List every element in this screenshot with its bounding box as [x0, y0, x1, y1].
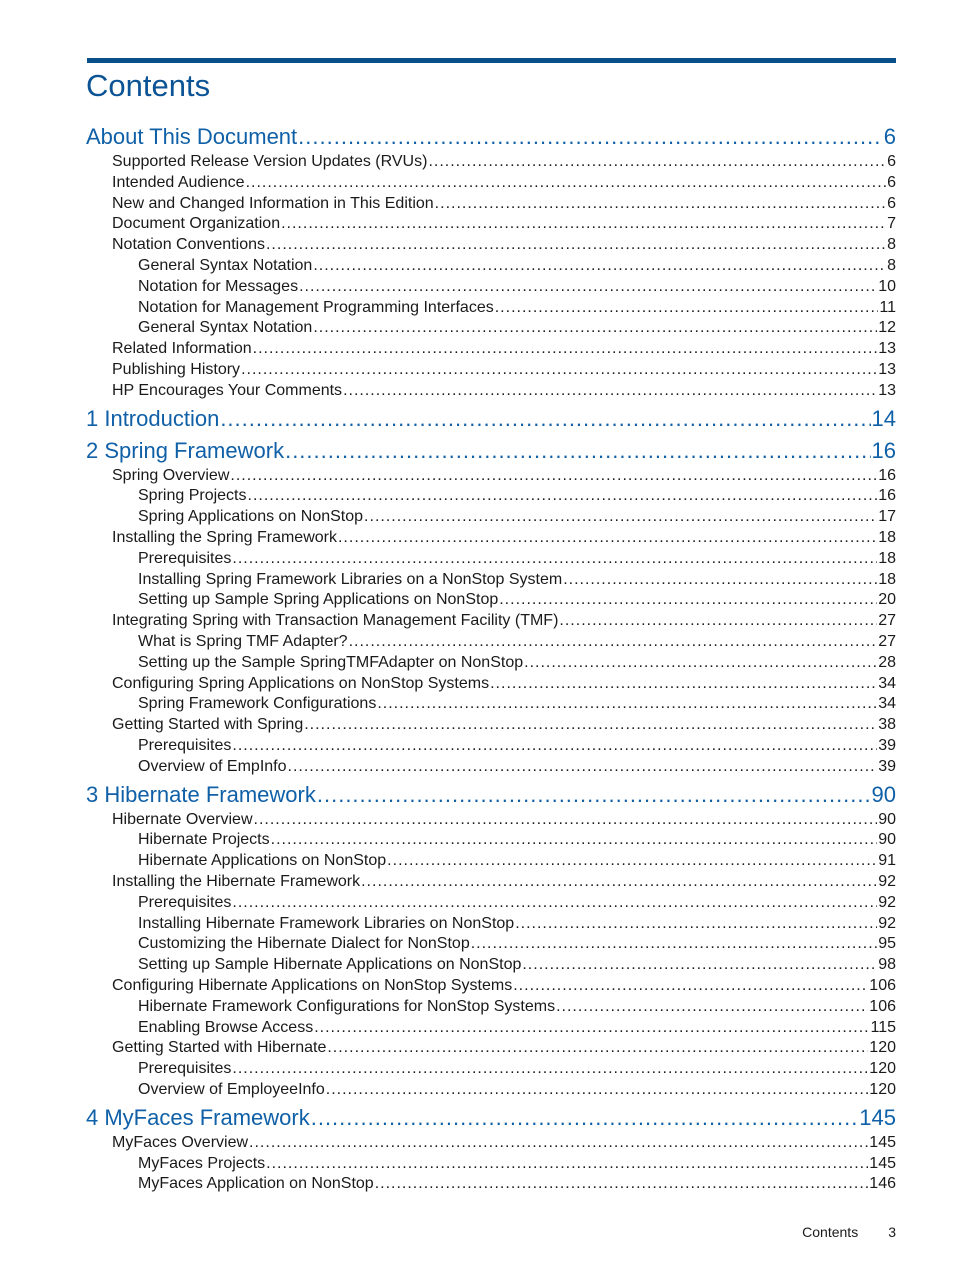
toc-entry-page: 106: [869, 977, 896, 994]
dot-leader: [266, 1154, 868, 1174]
dot-leader: [499, 590, 877, 610]
toc-entry-page: 39: [878, 737, 896, 754]
toc-entry-label: Notation Conventions: [112, 236, 265, 254]
toc-entry-label: Spring Projects: [138, 487, 247, 505]
dot-leader: [254, 810, 878, 830]
toc-entry-page: 28: [878, 653, 896, 671]
toc-entry[interactable]: [112, 715, 896, 735]
toc-entry-label: Setting up the Sample SpringTMFAdapter on NonStop: [138, 653, 524, 671]
dot-leader: [220, 406, 870, 432]
dot-leader: [288, 757, 878, 777]
toc-entry[interactable]: [138, 955, 896, 975]
toc-entry[interactable]: [138, 830, 896, 850]
toc-entry-label: 1 Introduction: [86, 405, 220, 431]
dot-leader: [471, 934, 877, 954]
dot-leader: [490, 674, 877, 694]
dot-leader: [313, 318, 877, 338]
toc-entry-page: 16: [878, 466, 896, 484]
toc-entry[interactable]: [138, 298, 896, 318]
toc-entry-page: 90: [878, 831, 896, 849]
toc-entry-page: 17: [878, 508, 896, 526]
toc-entry-label: Notation for Management Programming Interfaces: [138, 298, 494, 316]
toc-entry[interactable]: [138, 590, 896, 610]
dot-leader: [271, 830, 878, 850]
toc-chapter-entry[interactable]: [86, 438, 896, 464]
toc-chapter-entry[interactable]: [86, 1105, 896, 1131]
toc-entry-page: 8: [887, 236, 896, 254]
toc-entry[interactable]: [138, 1080, 896, 1100]
toc-entry-page: 6: [887, 173, 896, 191]
toc-entry-page: 38: [878, 716, 896, 734]
dot-leader: [241, 360, 877, 380]
toc-entry[interactable]: [138, 914, 896, 934]
toc-entry-label: Installing the Spring Framework: [112, 529, 337, 546]
dot-leader: [232, 1059, 868, 1079]
toc-entry[interactable]: [138, 851, 896, 871]
dot-leader: [299, 277, 877, 297]
dot-leader: [253, 339, 878, 359]
toc-entry-page: 34: [878, 674, 896, 692]
toc-entry-page: 95: [878, 935, 896, 953]
toc-entry-page: 27: [878, 633, 896, 650]
toc-entry-label: 2 Spring Framework: [86, 437, 285, 463]
toc-entry[interactable]: [112, 381, 896, 401]
toc-entry[interactable]: [112, 339, 896, 359]
dot-leader: [232, 893, 877, 913]
toc-entry-label: Hibernate Applications on NonStop: [138, 852, 387, 870]
toc-entry-label: Prerequisites: [138, 549, 232, 567]
toc-entry-page: 34: [878, 695, 896, 713]
toc-chapter-entry[interactable]: [86, 782, 896, 808]
dot-leader: [266, 235, 886, 255]
toc-entry-label: About This Document: [86, 124, 298, 149]
dot-leader: [387, 851, 877, 871]
dot-leader: [326, 1080, 869, 1100]
dot-leader: [285, 438, 870, 464]
toc-entry-page: 90: [871, 781, 896, 807]
toc-entry-page: 13: [878, 381, 896, 399]
dot-leader: [522, 955, 877, 975]
toc-entry-page: 90: [878, 810, 896, 828]
toc-entry-label: Spring Framework Configurations: [138, 695, 377, 713]
toc-entry-page: 115: [870, 1018, 896, 1036]
toc-entry[interactable]: [138, 507, 896, 527]
toc-entry[interactable]: [112, 528, 896, 548]
toc-entry[interactable]: [138, 757, 896, 777]
toc-entry-label: MyFaces Projects: [138, 1154, 266, 1172]
toc-entry-label: 4 MyFaces Framework: [86, 1104, 310, 1130]
dot-leader: [246, 173, 887, 193]
toc-entry-label: Spring Applications on NonStop: [138, 508, 364, 526]
toc-entry-page: 91: [878, 852, 896, 870]
toc-entry-label: Installing the Hibernate Framework: [112, 873, 361, 890]
toc-entry-label: Document Organization: [112, 215, 281, 233]
toc-entry-page: 6: [883, 124, 896, 149]
toc-entry[interactable]: [138, 694, 896, 714]
toc-entry-page: 16: [871, 437, 896, 463]
toc-entry-page: 146: [869, 1175, 896, 1193]
toc-entry-label: Prerequisites: [138, 893, 232, 911]
toc-entry[interactable]: [112, 810, 896, 830]
toc-entry[interactable]: [112, 1038, 896, 1058]
dot-leader: [428, 152, 886, 172]
toc-entry-page: 10: [878, 277, 896, 295]
toc-entry-page: 13: [878, 361, 896, 378]
toc-entry-page: 18: [878, 529, 896, 546]
toc-entry[interactable]: [112, 173, 896, 193]
toc-entry-label: Publishing History: [112, 361, 241, 378]
toc-entry-label: 3 Hibernate Framework: [86, 781, 316, 807]
toc-entry-page: 120: [869, 1039, 896, 1057]
dot-leader: [304, 715, 877, 735]
toc-entry-page: 92: [878, 873, 896, 890]
toc-entry-label: Integrating Spring with Transaction Management Facility (TMF): [112, 612, 559, 630]
toc-entry[interactable]: [138, 632, 896, 652]
toc-entry-page: 145: [859, 1104, 896, 1130]
toc-entry-page: 18: [878, 570, 896, 588]
dot-leader: [524, 653, 877, 673]
toc-chapter-entry[interactable]: [86, 406, 896, 432]
toc-entry-page: 120: [869, 1060, 896, 1078]
toc-entry[interactable]: [138, 736, 896, 756]
footer-section-label: Contents: [802, 1224, 859, 1240]
dot-leader: [298, 124, 883, 150]
toc-chapter-entry[interactable]: [86, 124, 896, 150]
dot-leader: [327, 1038, 868, 1058]
toc-entry-page: 6: [887, 153, 896, 170]
toc-entry-page: 98: [878, 956, 896, 974]
toc-entry[interactable]: [112, 674, 896, 694]
toc-entry[interactable]: [138, 653, 896, 673]
dot-leader: [375, 1174, 869, 1194]
toc-entry[interactable]: [112, 360, 896, 380]
toc-entry[interactable]: [112, 1133, 896, 1153]
toc-entry-label: General Syntax Notation: [138, 319, 313, 337]
toc-entry-label: Hibernate Framework Configurations for NonStop Systems: [138, 997, 556, 1015]
toc-entry-label: Prerequisites: [138, 737, 232, 754]
toc-entry[interactable]: [112, 466, 896, 486]
toc-entry-page: 16: [878, 487, 896, 505]
dot-leader: [343, 381, 877, 401]
toc-entry-label: Overview of EmpInfo: [138, 757, 287, 775]
toc-entry-label: Spring Overview: [112, 466, 230, 484]
toc-entry[interactable]: [138, 1154, 896, 1174]
toc-entry-label: Installing Spring Framework Libraries on a NonStop System: [138, 570, 563, 588]
toc-entry-label: Setting up Sample Spring Applications on NonStop: [138, 591, 499, 609]
toc-entry-page: 11: [879, 298, 896, 316]
dot-leader: [232, 549, 877, 569]
toc-entry-page: 92: [878, 893, 896, 911]
dot-leader: [364, 507, 877, 527]
toc-entry-label: MyFaces Application on NonStop: [138, 1175, 374, 1193]
toc-entry-label: Configuring Hibernate Applications on NonStop Systems: [112, 977, 513, 994]
dot-leader: [281, 214, 886, 234]
toc-entry-label: MyFaces Overview: [112, 1133, 249, 1151]
toc-entry-page: 14: [871, 405, 896, 431]
toc-entry-page: 92: [878, 914, 896, 932]
toc-entry-page: 145: [869, 1154, 896, 1172]
toc-entry-label: Prerequisites: [138, 1060, 232, 1078]
toc-entry[interactable]: [138, 277, 896, 297]
dot-leader: [349, 632, 878, 652]
toc-entry[interactable]: [138, 997, 896, 1017]
dot-leader: [314, 1018, 869, 1038]
toc-entry-label: Intended Audience: [112, 173, 245, 191]
toc-entry[interactable]: [138, 570, 896, 590]
dot-leader: [311, 1105, 859, 1131]
toc-entry-page: 106: [869, 997, 896, 1015]
dot-leader: [317, 782, 871, 808]
dot-leader: [559, 611, 877, 631]
toc-entry-label: Setting up Sample Hibernate Applications on NonStop: [138, 956, 522, 974]
toc-entry-page: 13: [878, 340, 896, 358]
toc-entry-label: Hibernate Overview: [112, 810, 253, 828]
toc-entry[interactable]: [138, 1174, 896, 1194]
dot-leader: [249, 1133, 868, 1153]
toc-entry-label: HP Encourages Your Comments: [112, 381, 343, 399]
toc-entry-label: Overview of EmployeeInfo: [138, 1081, 325, 1098]
toc-entry[interactable]: [138, 893, 896, 913]
dot-leader: [232, 736, 877, 756]
dot-leader: [377, 694, 877, 714]
toc-entry[interactable]: [112, 194, 896, 214]
dot-leader: [230, 466, 877, 486]
toc-entry-label: Getting Started with Spring: [112, 716, 304, 734]
toc-entry-label: Configuring Spring Applications on NonStop Systems: [112, 674, 490, 692]
dot-leader: [515, 914, 877, 934]
dot-leader: [563, 570, 877, 590]
toc-entry[interactable]: [112, 214, 896, 234]
toc-entry-page: 12: [878, 319, 896, 337]
toc-entry[interactable]: [112, 235, 896, 255]
page-title: Contents: [86, 68, 211, 103]
toc-entry-label: Enabling Browse Access: [138, 1018, 314, 1036]
toc-entry-label: Getting Started with Hibernate: [112, 1039, 327, 1057]
toc-entry-label: Supported Release Version Updates (RVUs): [112, 153, 428, 170]
toc-entry[interactable]: [138, 549, 896, 569]
toc-entry-label: Related Information: [112, 340, 252, 358]
toc-entry-label: General Syntax Notation: [138, 257, 313, 274]
toc-entry-page: 6: [887, 194, 896, 212]
toc-entry[interactable]: [138, 1018, 896, 1038]
toc-entry[interactable]: [138, 256, 896, 276]
toc-entry-page: 39: [878, 757, 896, 775]
toc-entry-page: 7: [887, 215, 896, 233]
toc-entry-label: New and Changed Information in This Edition: [112, 194, 434, 212]
toc-entry[interactable]: [138, 934, 896, 954]
toc-entry-page: 145: [869, 1133, 896, 1151]
toc-entry-label: Notation for Messages: [138, 277, 299, 295]
toc-entry[interactable]: [112, 976, 896, 996]
toc-entry-page: 27: [878, 612, 896, 630]
page-footer: [802, 1222, 896, 1242]
toc-entry[interactable]: [112, 152, 896, 172]
dot-leader: [313, 256, 886, 276]
toc-entry-label: What is Spring TMF Adapter?: [138, 633, 348, 650]
toc-entry-label: Customizing the Hibernate Dialect for NonStop: [138, 935, 470, 953]
toc-entry-page: 18: [878, 549, 896, 567]
dot-leader: [361, 872, 877, 892]
toc-entry[interactable]: [112, 872, 896, 892]
dot-leader: [248, 486, 878, 506]
toc-entry[interactable]: [112, 611, 896, 631]
dot-leader: [495, 298, 879, 318]
toc-entry[interactable]: [138, 486, 896, 506]
toc-entry[interactable]: [138, 1059, 896, 1079]
toc-entry-label: Installing Hibernate Framework Libraries on NonStop: [138, 914, 515, 932]
dot-leader: [513, 976, 868, 996]
dot-leader: [435, 194, 886, 214]
toc-entry-page: 20: [878, 591, 896, 609]
dot-leader: [556, 997, 868, 1017]
toc-entry-page: 8: [887, 257, 896, 274]
dot-leader: [338, 528, 877, 548]
footer-page-number: 3: [888, 1224, 896, 1240]
toc-entry-label: Hibernate Projects: [138, 831, 270, 849]
toc-entry-page: 120: [869, 1081, 896, 1098]
toc-entry[interactable]: [138, 318, 896, 338]
